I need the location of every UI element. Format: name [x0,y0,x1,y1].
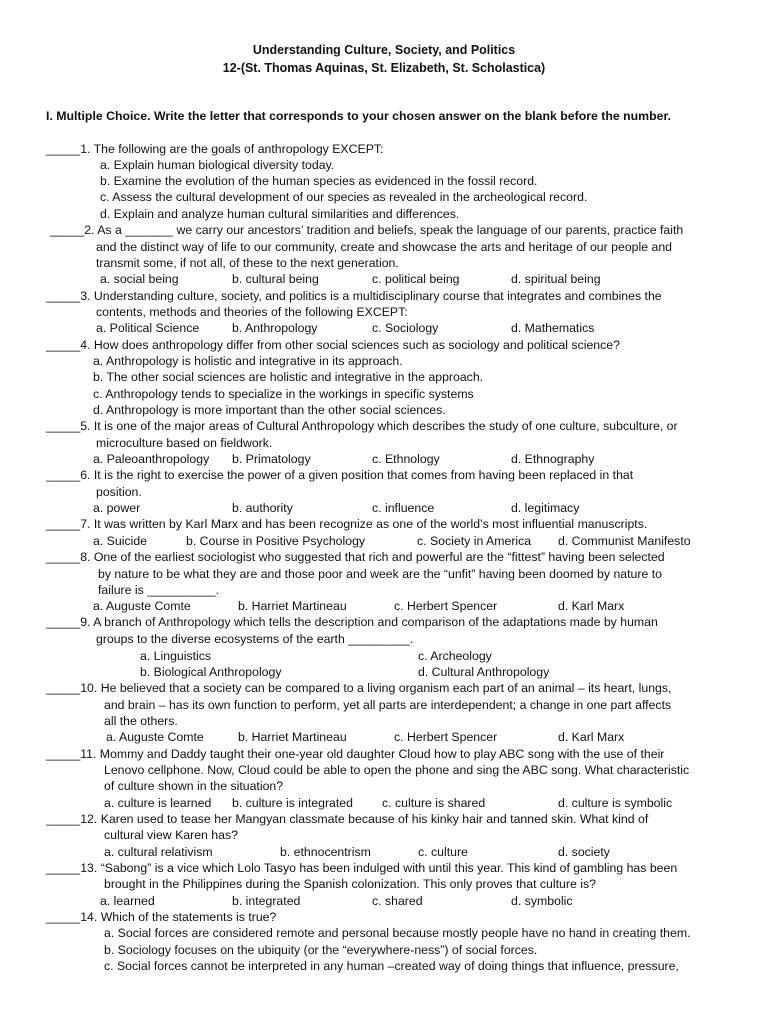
question-2-choice-b: b. cultural being [232,272,319,286]
question-14-stem: _____14. Which of the statements is true? [46,910,277,924]
question-10-choice-a: a. Auguste Comte [106,730,204,744]
question-5-stem-line-2: microculture based on fieldwork. [96,436,273,450]
question-8-stem-line-3: failure is __________. [98,583,220,597]
question-3-stem-line-2: contents, methods and theories of the following EXCEPT: [96,305,408,319]
question-2-choice-a: a. social being [100,272,179,286]
question-9-choice-d: d. Cultural Anthropology [418,665,550,679]
question-11-choice-d: d. culture is symbolic [558,796,673,810]
question-13-stem: _____13. “Sabong” is a vice which Lolo Tasyo has been indulged with until this year. This kind of gambling has been [46,861,678,875]
question-11-choice-a: a. culture is learned [104,796,212,810]
question-6-stem: _____6. It is the right to exercise the power of a given position that comes from having been replaced in that [46,468,634,482]
question-9-choice-c: c. Archeology [418,649,492,663]
question-1-choice-c: c. Assess the cultural development of our species as revealed in the archeological record. [100,190,588,204]
question-12-stem-line-2: cultural view Karen has? [104,828,238,842]
question-7-choice-b: b. Course in Positive Psychology [186,534,366,548]
question-7-choice-c: c. Society in America [417,534,532,548]
question-6-stem-line-2: position. [96,485,142,499]
question-10-choice-b: b. Harriet Martineau [238,730,347,744]
question-2-stem: _____2. As a _______ we carry our ancestors’ tradition and beliefs, speak the language of our parents, practice faith [50,223,684,237]
question-3-stem: _____3. Understanding culture, society, and politics is a multidisciplinary course that integrates and combines the [46,289,662,303]
question-9-stem: _____9. A branch of Anthropology which tells the description and comparison of the adaptations made by human [46,615,658,629]
question-13-choice-b: b. integrated [232,894,301,908]
question-3-choice-c: c. Sociology [372,321,439,335]
question-10-stem: _____10. He believed that a society can be compared to a living organism each part of an animal – its heart, lungs, [46,681,672,695]
question-6-choice-d: d. legitimacy [511,501,580,515]
question-13-choice-a: a. learned [100,894,155,908]
question-7-choice-d: d. Communist Manifesto [558,534,691,548]
question-6-choice-a: a. power [93,501,141,515]
question-3-choice-d: d. Mathematics [511,321,595,335]
question-4-choice-b: b. The other social sciences are holistic and integrative in the approach. [93,370,484,384]
question-1-choice-a: a. Explain human biological diversity today. [100,158,335,172]
question-11-stem: _____11. Mommy and Daddy taught their one-year old daughter Cloud how to play ABC song with the use of their [46,747,665,761]
question-4-stem: _____4. How does anthropology differ from other social sciences such as sociology and political science? [46,338,620,352]
question-5-choice-d: d. Ethnography [511,452,595,466]
question-4-choice-d: d. Anthropology is more important than the other social sciences. [93,403,446,417]
question-6-choice-b: b. authority [232,501,293,515]
question-10-choice-d: d. Karl Marx [558,730,625,744]
question-11-choice-b: b. culture is integrated [232,796,353,810]
question-12-choice-c: c. culture [418,845,468,859]
question-13-stem-line-2: brought in the Philippines during the Spanish colonization. This only proves that culture is? [104,877,596,891]
question-2-choice-d: d. spiritual being [511,272,601,286]
question-8-choice-c: c. Herbert Spencer [394,599,498,613]
document-subtitle: 12-(St. Thomas Aquinas, St. Elizabeth, St. Scholastica) [222,61,546,75]
question-13-choice-d: d. symbolic [511,894,573,908]
question-9-stem-line-2: groups to the diverse ecosystems of the earth _________. [96,632,414,646]
question-2-choice-c: c. political being [372,272,460,286]
question-8-stem: _____8. One of the earliest sociologist who suggested that rich and powerful are the “fittest” having been selected [46,550,665,564]
question-9-choice-b: b. Biological Anthropology [140,665,282,679]
question-13-choice-c: c. shared [372,894,423,908]
question-9-choice-a: a. Linguistics [140,649,212,663]
question-10-stem-line-2: and brain – has its own function to perform, yet all parts are interdependent; a change in one part affects [104,698,672,712]
question-12-choice-d: d. society [558,845,610,859]
question-14-choice-c: c. Social forces cannot be interpreted in any human –created way of doing things that influence, pressure, [104,959,679,973]
question-5-stem: _____5. It is one of the major areas of Cultural Anthropology which describes the study of one culture, subculture, or [46,419,678,433]
section-instructions: I. Multiple Choice. Write the letter that corresponds to your chosen answer on the blank before the number. [46,109,671,123]
question-4-choice-a: a. Anthropology is holistic and integrative in its approach. [93,354,403,368]
question-14-choice-b: b. Sociology focuses on the ubiquity (or the “everywhere-ness”) of social forces. [104,943,538,957]
question-2-stem-line-2: and the distinct way of life to our community, create and showcase the arts and heritage of our people and [96,240,673,254]
question-8-choice-a: a. Auguste Comte [93,599,191,613]
question-5-choice-c: c. Ethnology [372,452,440,466]
question-11-stem-line-2: Lenovo cellphone. Now, Cloud could be able to open the phone and sing the ABC song. What characteristic [104,763,690,777]
question-2-stem-line-3: transmit some, if not all, of these to the next generation. [96,256,399,270]
question-1-choice-d: d. Explain and analyze human cultural similarities and differences. [100,207,460,221]
question-8-choice-b: b. Harriet Martineau [238,599,347,613]
question-8-stem-line-2: by nature to be what they are and those poor and week are the “unfit” having been doomed by nature to [98,567,662,581]
question-1-stem: _____1. The following are the goals of anthropology EXCEPT: [46,142,384,156]
question-11-stem-line-3: of culture shown in the situation? [104,779,284,793]
question-10-stem-line-3: all the others. [104,714,178,728]
question-7-stem: _____7. It was written by Karl Marx and has been recognize as one of the world’s most influential manuscripts. [46,517,648,531]
question-1-choice-b: b. Examine the evolution of the human species as evidenced in the fossil record. [100,174,538,188]
question-6-choice-c: c. influence [372,501,435,515]
question-12-stem: _____12. Karen used to tease her Mangyan classmate because of his kinky hair and tanned skin. What kind of [46,812,649,826]
question-3-choice-b: b. Anthropology [232,321,318,335]
question-12-choice-b: b. ethnocentrism [280,845,371,859]
question-12-choice-a: a. cultural relativism [104,845,213,859]
question-8-choice-d: d. Karl Marx [558,599,625,613]
question-4-choice-c: c. Anthropology tends to specialize in the workings in specific systems [93,387,474,401]
question-5-choice-b: b. Primatology [232,452,311,466]
question-14-choice-a: a. Social forces are considered remote and personal because mostly people have no hand in creating them. [104,926,691,940]
question-5-choice-a: a. Paleoanthropology [93,452,210,466]
question-11-choice-c: c. culture is shared [382,796,486,810]
question-7-choice-a: a. Suicide [93,534,148,548]
question-10-choice-c: c. Herbert Spencer [394,730,498,744]
question-3-choice-a: a. Political Science [96,321,200,335]
document-title: Understanding Culture, Society, and Politics [252,43,516,57]
